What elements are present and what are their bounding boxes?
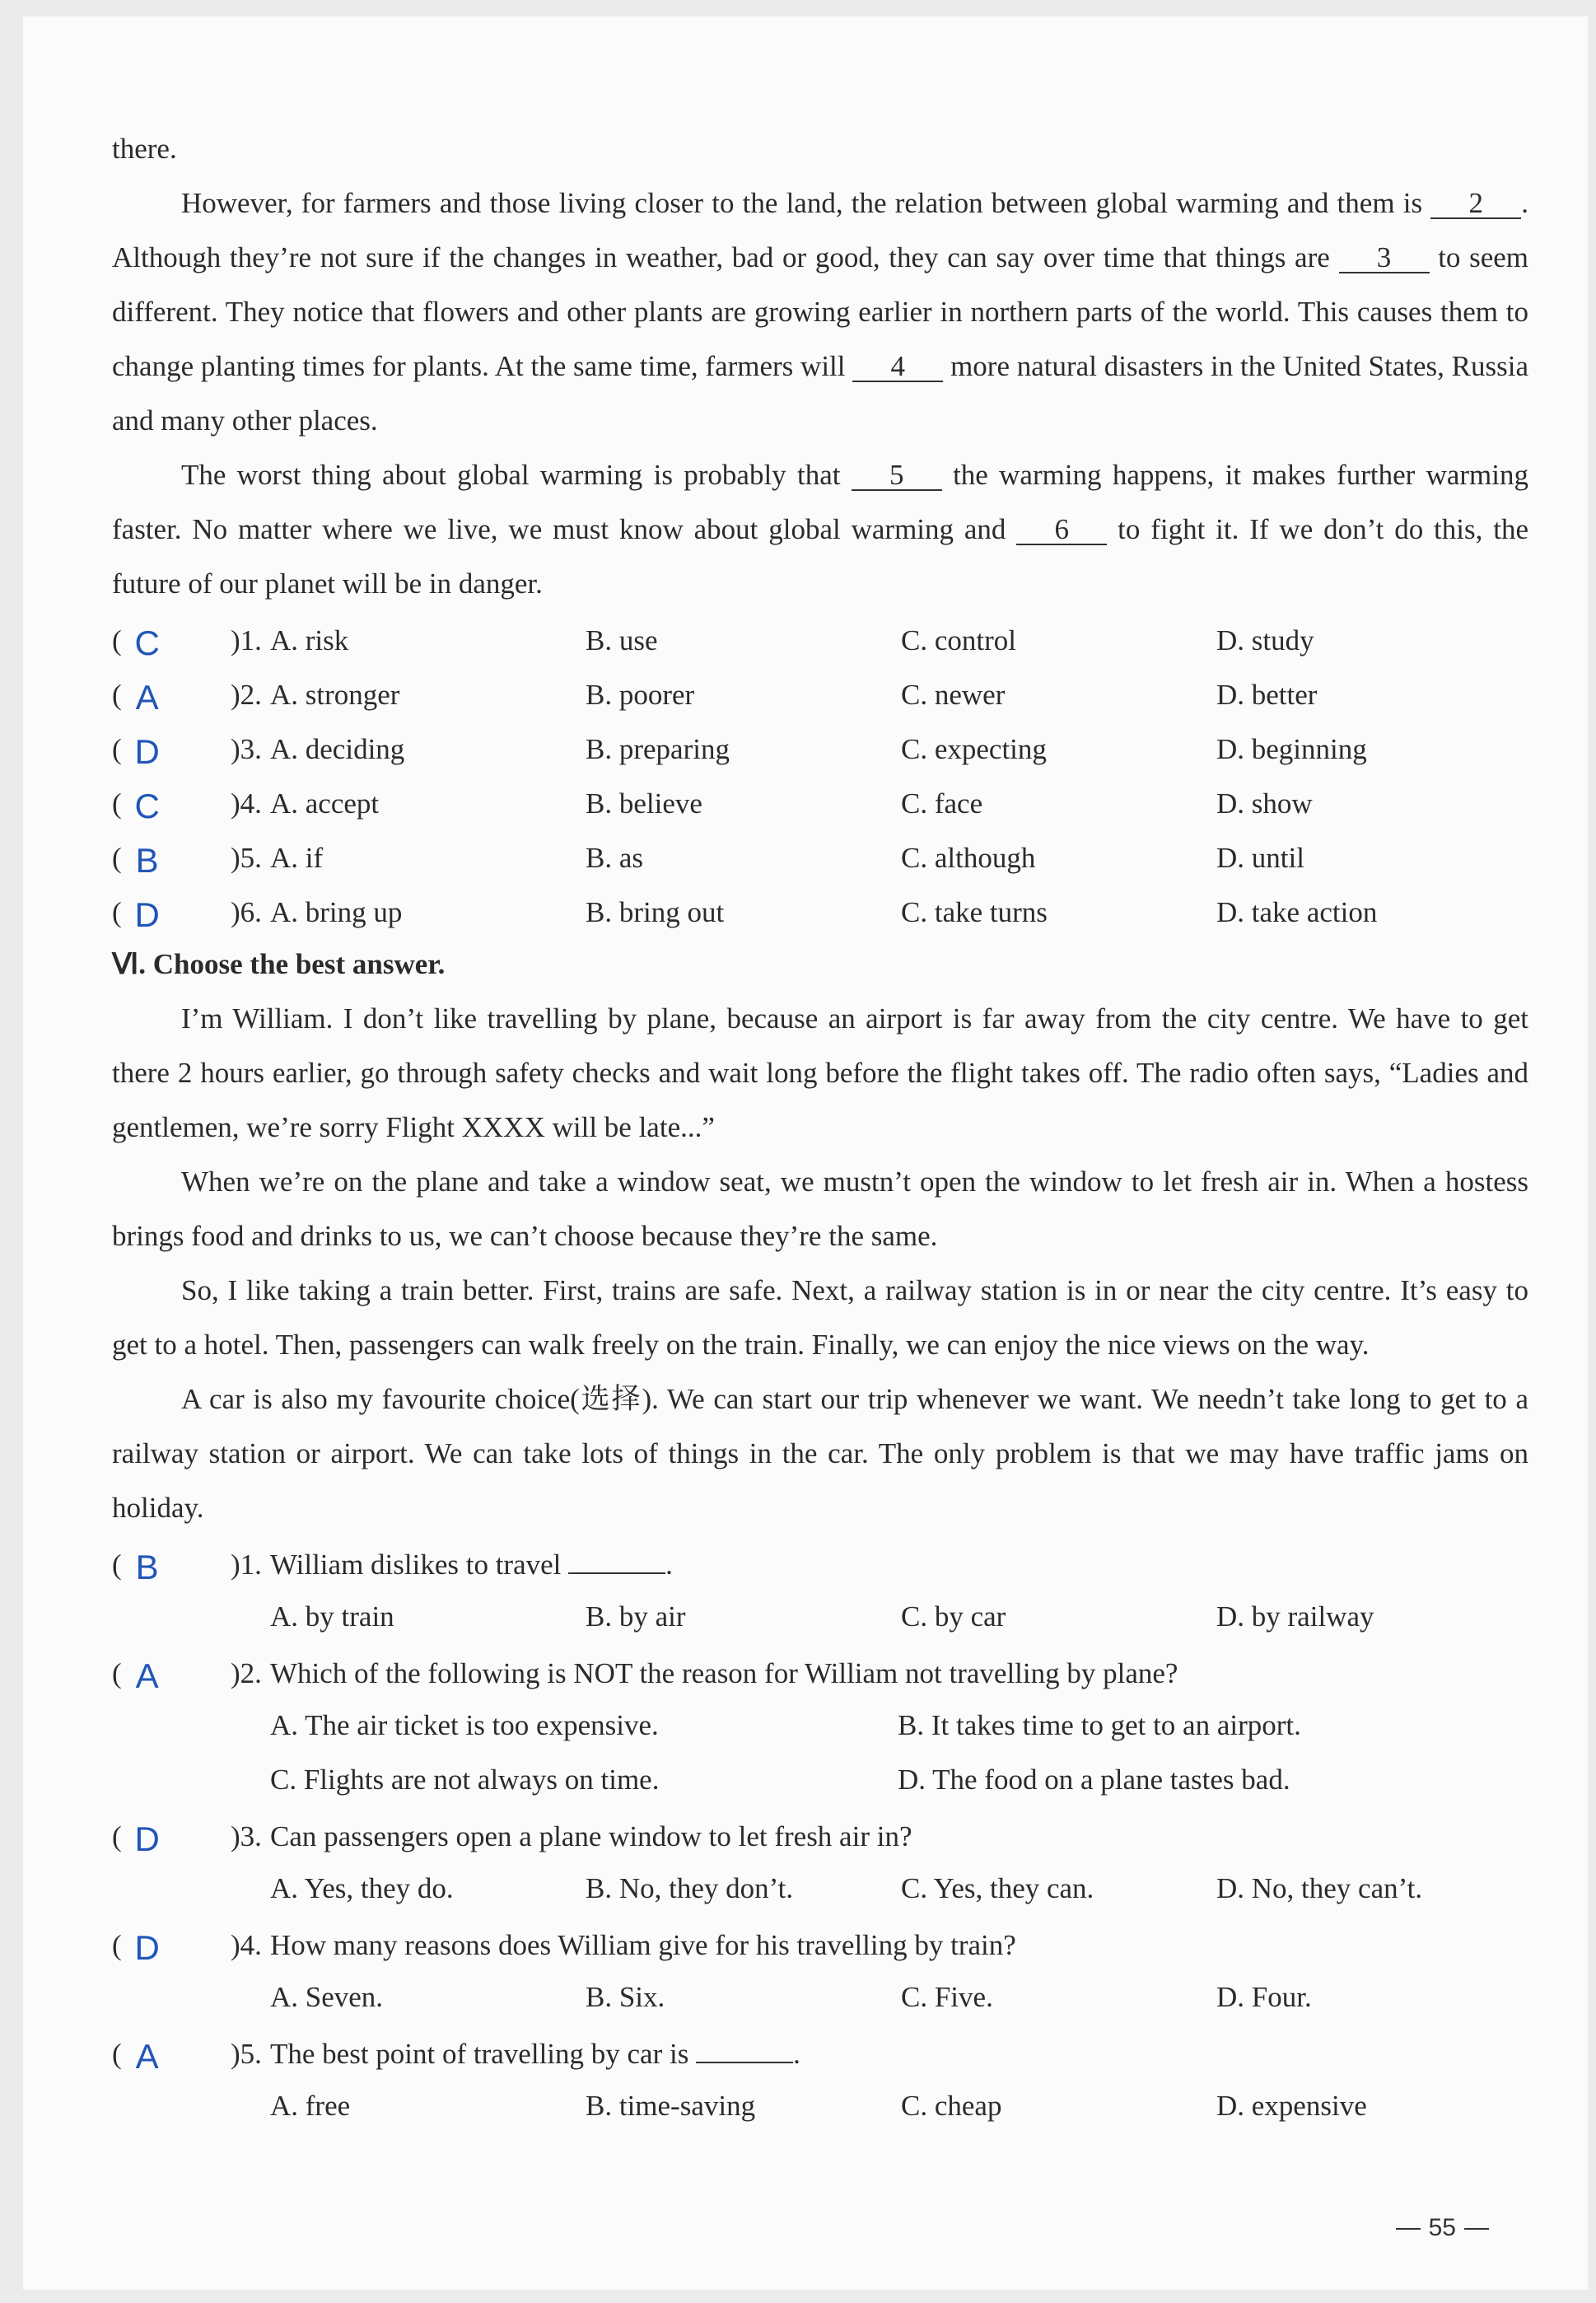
options-row [112, 1698, 1528, 1753]
question-stem: William dislikes to travel [270, 1549, 562, 1581]
option-a: A. Seven. [270, 1981, 384, 2013]
passage-paragraph: there. [112, 133, 177, 165]
blank-number: 5 [852, 461, 942, 491]
option-b: B. Six. [586, 1981, 665, 2013]
question-text [270, 2027, 1528, 2081]
passage-text: to seem different. They notice that flowers and other plants are growing earlier in northern parts of the world. This causes them to change planting times for plants. At the same time, farmers will [112, 241, 1529, 382]
page-number-dash [1396, 2228, 1421, 2230]
passage-text: more natural disasters in the United States, Russia and many other places. [112, 350, 1529, 437]
question-number: )1. [231, 1549, 262, 1581]
answer-paren: ( B [112, 829, 231, 885]
question-text [270, 1538, 1528, 1592]
answer-paren: ( A [112, 1644, 231, 1701]
options-row [112, 2079, 1528, 2133]
option-d: D. The food on a plane tastes bad. [898, 1763, 1290, 1796]
answer-letter: B [135, 841, 159, 880]
passage-text: to fight it. If we don’t do this, the future of our planet will be in danger. [112, 513, 1528, 600]
option-d: D. beginning [1216, 733, 1367, 765]
option-a: A. free [270, 2090, 351, 2122]
question-stem: The best point of travelling by car is [270, 2038, 689, 2070]
option-d: D. until [1216, 842, 1304, 874]
passage-text: the warming happens, it makes further warming faster. No matter where we live, we must know about global warming and [112, 459, 1529, 545]
blank-number: 6 [1016, 516, 1107, 545]
question-number: )2. [231, 679, 262, 711]
question-tail: . [793, 2038, 800, 2070]
page-number-dash [1464, 2228, 1489, 2230]
option-b: B. poorer [586, 679, 695, 711]
option-d: D. better [1216, 679, 1318, 711]
options-row [112, 1862, 1528, 1916]
answer-letter: A [135, 2037, 159, 2076]
passage-paragraph: When we’re on the plane and take a window seat, we mustn’t open the window to let fresh air in. When a hostess brings food and drinks to us, we can’t choose because they’re the same. [112, 1166, 1528, 1252]
page-number-text: 55 [1428, 2214, 1456, 2241]
answer-line [696, 2037, 793, 2063]
question-text: Which of the following is NOT the reason for William not travelling by plane? [270, 1657, 1178, 1689]
reading-question [112, 1535, 1528, 1590]
question-number: )4. [231, 1929, 262, 1961]
page-content [112, 122, 1528, 2133]
option-d: D. Four. [1216, 1981, 1312, 2013]
answer-paren: ( D [112, 883, 231, 940]
answer-letter: A [135, 678, 159, 717]
option-b: B. use [586, 624, 658, 656]
option-b: B. believe [586, 787, 702, 820]
cloze-question [112, 829, 1528, 883]
option-b: B. time-saving [586, 2090, 756, 2122]
option-a: A. by train [270, 1600, 394, 1633]
page-number [1388, 2214, 1497, 2242]
reading-question [112, 1644, 1528, 1698]
answer-paren: ( C [112, 611, 231, 668]
option-c: C. take turns [901, 896, 1048, 928]
answer-letter: C [134, 787, 160, 825]
question-number: )5. [231, 2038, 262, 2070]
answer-letter: A [135, 1656, 159, 1695]
option-c: C. cheap [901, 2090, 1002, 2122]
blank-number: 2 [1430, 189, 1521, 219]
answer-letter: D [134, 1820, 160, 1858]
option-a: A. bring up [270, 896, 403, 928]
option-a: A. stronger [270, 679, 400, 711]
option-a: A. The air ticket is too expensive. [270, 1709, 659, 1741]
option-c: C. face [901, 787, 983, 820]
blank-number: 3 [1339, 244, 1430, 273]
passage-paragraph: I’m William. I don’t like travelling by plane, because an airport is far away from the city centre. We have to get there 2 hours earlier, go through safety checks and wait long before the flight takes off. The radio often says, “Ladies and gentlemen, we’re sorry Flight XXXX will be late...” [112, 1002, 1528, 1143]
option-c: C. newer [901, 679, 1006, 711]
answer-paren: ( A [112, 2025, 231, 2081]
question-number: )5. [231, 842, 262, 874]
cloze-question [112, 666, 1528, 720]
question-tail: . [665, 1549, 673, 1581]
question-number: )6. [231, 896, 262, 928]
reading-question [112, 2025, 1528, 2079]
question-number: )1. [231, 624, 262, 656]
options-row [112, 1590, 1528, 1644]
option-a: A. risk [270, 624, 349, 656]
answer-paren: ( C [112, 774, 231, 831]
passage-text: The worst thing about global warming is probably that [181, 459, 841, 491]
answer-paren: ( A [112, 666, 231, 722]
section-title: Ⅵ. Choose the best answer. [112, 948, 446, 980]
option-b: B. as [586, 842, 643, 874]
reading-question [112, 1807, 1528, 1862]
option-c: C. by car [901, 1600, 1006, 1633]
answer-letter: D [134, 1928, 160, 1967]
answer-letter: B [135, 1548, 159, 1586]
question-number: )2. [231, 1657, 262, 1689]
option-a: A. deciding [270, 733, 405, 765]
answer-letter: C [134, 624, 160, 662]
cloze-question [112, 774, 1528, 829]
cloze-question [112, 883, 1528, 937]
option-c: C. expecting [901, 733, 1047, 765]
passage-paragraph: A car is also my favourite choice(选择). We can start our trip whenever we want. We needn’t take long to get to a railway station or airport. We can take lots of things in the car. The only problem is that we may have traffic jams on holiday. [112, 1383, 1528, 1524]
passage-paragraph [112, 448, 1528, 611]
option-a: A. accept [270, 787, 380, 820]
question-text: How many reasons does William give for his travelling by train? [270, 1929, 1016, 1961]
worksheet-page [23, 16, 1588, 2290]
question-number: )4. [231, 787, 262, 820]
option-b: B. No, they don’t. [586, 1872, 794, 1904]
option-b: B. by air [586, 1600, 686, 1633]
question-text: Can passengers open a plane window to let fresh air in? [270, 1820, 912, 1852]
option-d: D. expensive [1216, 2090, 1367, 2122]
option-c: C. Five. [901, 1981, 993, 2013]
passage-paragraph [112, 176, 1528, 448]
question-number: )3. [231, 1820, 262, 1852]
options-row [112, 1753, 1528, 1807]
passage-text: . Although they’re not sure if the changes in weather, bad or good, they can say over time that things are [112, 187, 1529, 273]
option-b: B. It takes time to get to an airport. [898, 1709, 1301, 1741]
answer-letter: D [134, 895, 160, 934]
cloze-question [112, 720, 1528, 774]
option-d: D. show [1216, 787, 1313, 820]
blank-number: 4 [852, 353, 943, 382]
option-b: B. bring out [586, 896, 725, 928]
cloze-question [112, 611, 1528, 666]
answer-paren: ( D [112, 720, 231, 777]
option-d: D. study [1216, 624, 1314, 656]
option-c: C. Yes, they can. [901, 1872, 1094, 1904]
option-d: D. take action [1216, 896, 1378, 928]
option-c: C. control [901, 624, 1016, 656]
answer-paren: ( B [112, 1535, 231, 1592]
answer-letter: D [134, 732, 160, 771]
question-number: )3. [231, 733, 262, 765]
passage-text: However, for farmers and those living closer to the land, the relation between global warming and them is [181, 187, 1423, 219]
option-a: A. Yes, they do. [270, 1872, 454, 1904]
option-c: C. Flights are not always on time. [270, 1763, 660, 1796]
answer-paren: ( D [112, 1807, 231, 1864]
option-d: D. by railway [1216, 1600, 1374, 1633]
option-c: C. although [901, 842, 1036, 874]
option-a: A. if [270, 842, 324, 874]
option-d: D. No, they can’t. [1216, 1872, 1423, 1904]
option-b: B. preparing [586, 733, 730, 765]
passage-paragraph: So, I like taking a train better. First, trains are safe. Next, a railway station is in or near the city centre. It’s easy to get to a hotel. Then, passengers can walk freely on the train. Finally, we can enjoy the nice views on the way. [112, 1274, 1528, 1361]
reading-question [112, 1916, 1528, 1970]
options-row [112, 1970, 1528, 2025]
answer-line [568, 1548, 665, 1574]
answer-paren: ( D [112, 1916, 231, 1973]
